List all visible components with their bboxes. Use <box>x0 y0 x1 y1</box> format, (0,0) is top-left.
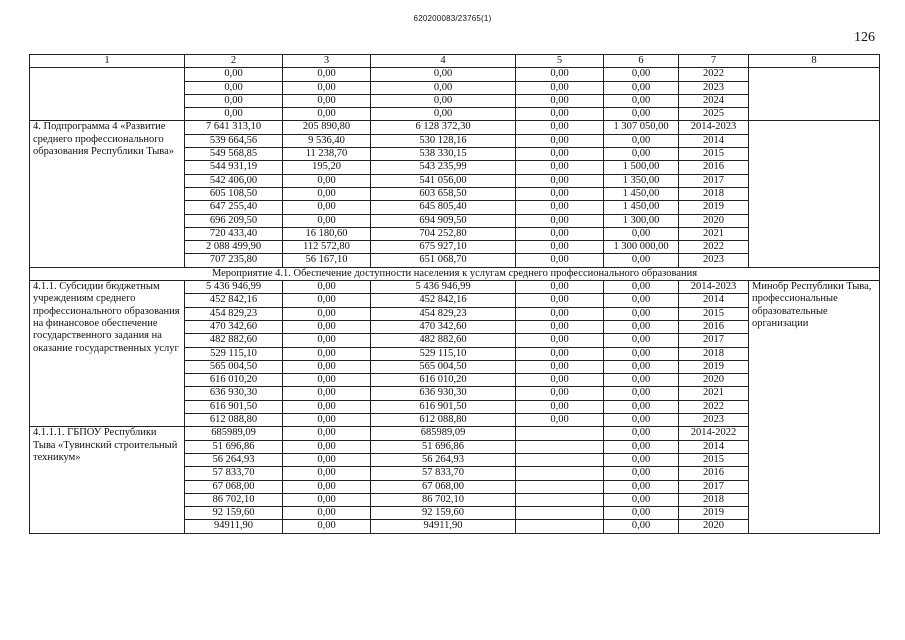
table-cell: 2019 <box>679 360 749 373</box>
table-cell: 707 235,80 <box>185 254 283 267</box>
table-cell: 0,00 <box>516 347 604 360</box>
table-cell: 2023 <box>679 414 749 427</box>
table-row <box>30 68 880 81</box>
table-cell: 0,00 <box>185 68 283 81</box>
table-cell: 565 004,50 <box>371 360 516 373</box>
table-cell: 0,00 <box>283 427 371 440</box>
table-cell: 0,00 <box>283 108 371 121</box>
table-cell: 2022 <box>679 68 749 81</box>
table-cell: 2014 <box>679 134 749 147</box>
budget-table <box>29 54 880 534</box>
table-cell: 0,00 <box>604 440 679 453</box>
table-cell: 67 068,00 <box>371 480 516 493</box>
table-cell: 0,00 <box>283 334 371 347</box>
table-cell <box>516 520 604 533</box>
table-cell: 482 882,60 <box>371 334 516 347</box>
table-cell: 0,00 <box>604 148 679 161</box>
table-cell: 470 342,60 <box>371 320 516 333</box>
table-cell: 0,00 <box>604 374 679 387</box>
table-cell: 454 829,23 <box>371 307 516 320</box>
table-cell: 0,00 <box>516 214 604 227</box>
table-cell: 0,00 <box>371 108 516 121</box>
table-cell: 603 658,50 <box>371 187 516 200</box>
table-cell <box>516 440 604 453</box>
table-cell: 0,00 <box>283 493 371 506</box>
table-cell: 0,00 <box>604 427 679 440</box>
table-cell: 0,00 <box>516 68 604 81</box>
table-cell: 0,00 <box>604 414 679 427</box>
table-cell: 0,00 <box>283 214 371 227</box>
table-cell: 0,00 <box>185 94 283 107</box>
table-cell <box>516 427 604 440</box>
table-cell: 2015 <box>679 307 749 320</box>
table-cell: 0,00 <box>604 334 679 347</box>
table-cell: 616 901,50 <box>185 400 283 413</box>
table-cell: 0,00 <box>604 254 679 267</box>
table-cell: 2014-2023 <box>679 121 749 134</box>
table-cell: 685989,09 <box>371 427 516 440</box>
table-cell: 0,00 <box>283 374 371 387</box>
table-cell: 0,00 <box>283 320 371 333</box>
table-cell: 94911,90 <box>185 520 283 533</box>
table-cell: 2020 <box>679 214 749 227</box>
table-cell: 529 115,10 <box>185 347 283 360</box>
table-cell: 56 264,93 <box>185 453 283 466</box>
table-cell: 0,00 <box>604 347 679 360</box>
table-cell: 1 450,00 <box>604 187 679 200</box>
document-id: 620200083/23765(1) <box>413 14 492 23</box>
table-cell: 0,00 <box>604 294 679 307</box>
table-cell: 0,00 <box>283 400 371 413</box>
table-cell: 0,00 <box>604 400 679 413</box>
table-cell: 0,00 <box>371 94 516 107</box>
table-cell: 0,00 <box>604 387 679 400</box>
table-cell: 0,00 <box>283 294 371 307</box>
table-cell: 0,00 <box>283 81 371 94</box>
table-cell: 5 436 946,99 <box>371 281 516 294</box>
table-cell: 2015 <box>679 453 749 466</box>
table-cell: 530 128,16 <box>371 134 516 147</box>
table-cell: 452 842,16 <box>371 294 516 307</box>
table-cell: 645 805,40 <box>371 201 516 214</box>
table-cell: 0,00 <box>604 307 679 320</box>
table-row <box>30 121 880 134</box>
table-cell: 0,00 <box>604 467 679 480</box>
table-cell: 86 702,10 <box>185 493 283 506</box>
table-cell: 0,00 <box>283 453 371 466</box>
table-cell: 529 115,10 <box>371 347 516 360</box>
table-cell: 685989,09 <box>185 427 283 440</box>
table-cell: 539 664,56 <box>185 134 283 147</box>
table-cell: 92 159,60 <box>185 507 283 520</box>
header-cell: 7 <box>679 55 749 68</box>
table-cell: 0,00 <box>283 68 371 81</box>
table-cell: 0,00 <box>516 387 604 400</box>
table-cell: 0,00 <box>283 281 371 294</box>
table-cell: 0,00 <box>604 281 679 294</box>
table-cell: 56 167,10 <box>283 254 371 267</box>
table-cell: 0,00 <box>283 347 371 360</box>
table-cell: 57 833,70 <box>185 467 283 480</box>
table-cell: 67 068,00 <box>185 480 283 493</box>
table-cell: 704 252,80 <box>371 227 516 240</box>
table-cell: 92 159,60 <box>371 507 516 520</box>
table-cell: 0,00 <box>604 81 679 94</box>
header-cell: 1 <box>30 55 185 68</box>
row-label: 4.1.1.1. ГБПОУ Республики Тыва «Тувинский строительный техникум» <box>30 427 185 533</box>
table-cell: 0,00 <box>371 68 516 81</box>
table-cell: 616 010,20 <box>185 374 283 387</box>
table-cell: 2018 <box>679 347 749 360</box>
table-cell: 0,00 <box>371 81 516 94</box>
table-cell: 0,00 <box>185 108 283 121</box>
table-cell: 0,00 <box>516 334 604 347</box>
table-cell: 16 180,60 <box>283 227 371 240</box>
table-cell: 651 068,70 <box>371 254 516 267</box>
table-cell: 0,00 <box>516 400 604 413</box>
table-cell: 0,00 <box>283 201 371 214</box>
table-cell: 470 342,60 <box>185 320 283 333</box>
table-cell: 2020 <box>679 374 749 387</box>
table-cell: 2019 <box>679 507 749 520</box>
table-cell: 1 350,00 <box>604 174 679 187</box>
table-cell: 0,00 <box>604 108 679 121</box>
table-cell: 2016 <box>679 320 749 333</box>
table-cell: 0,00 <box>516 108 604 121</box>
table-cell: 56 264,93 <box>371 453 516 466</box>
table-cell <box>516 507 604 520</box>
table-cell: 541 056,00 <box>371 174 516 187</box>
table-cell: 482 882,60 <box>185 334 283 347</box>
table-cell: 616 010,20 <box>371 374 516 387</box>
table-cell: 454 829,23 <box>185 307 283 320</box>
table-cell: 636 930,30 <box>185 387 283 400</box>
header-cell: 2 <box>185 55 283 68</box>
table-cell: 0,00 <box>283 187 371 200</box>
table-cell: 6 128 372,30 <box>371 121 516 134</box>
table-cell: 544 931,19 <box>185 161 283 174</box>
table-cell: 0,00 <box>604 520 679 533</box>
table-cell: 605 108,50 <box>185 187 283 200</box>
table-cell: 195,20 <box>283 161 371 174</box>
table-cell: 2017 <box>679 480 749 493</box>
table-cell: 549 568,85 <box>185 148 283 161</box>
table-cell: 2018 <box>679 493 749 506</box>
table-cell: 1 300,00 <box>604 214 679 227</box>
row-label: 4. Подпрограмма 4 «Развитие среднего профессионального образования Республики Тыва» <box>30 121 185 267</box>
executor-cell <box>749 121 880 267</box>
table-cell: 647 255,40 <box>185 201 283 214</box>
row-label <box>30 68 185 121</box>
table-cell: 205 890,80 <box>283 121 371 134</box>
table-cell: 2016 <box>679 467 749 480</box>
table-cell: 2021 <box>679 227 749 240</box>
table-cell: 0,00 <box>516 374 604 387</box>
table-cell: 0,00 <box>516 320 604 333</box>
table-cell: 0,00 <box>516 121 604 134</box>
table-cell: 636 930,30 <box>371 387 516 400</box>
table-cell: 2017 <box>679 334 749 347</box>
table-cell: 112 572,80 <box>283 241 371 254</box>
table-cell: 0,00 <box>283 480 371 493</box>
table-cell: 0,00 <box>604 320 679 333</box>
table-cell: 2014-2022 <box>679 427 749 440</box>
table-cell: 0,00 <box>283 467 371 480</box>
table-cell: 2 088 499,90 <box>185 241 283 254</box>
table-cell: 616 901,50 <box>371 400 516 413</box>
table-cell: 0,00 <box>283 94 371 107</box>
table-cell: 0,00 <box>604 507 679 520</box>
table-cell: 2019 <box>679 201 749 214</box>
table-cell: 696 209,50 <box>185 214 283 227</box>
table-cell: 2023 <box>679 254 749 267</box>
header-cell: 3 <box>283 55 371 68</box>
header-cell: 6 <box>604 55 679 68</box>
row-label: 4.1.1. Субсидии бюджетным учреждениям среднего профессионального образования на финансовое обеспечение государственного задания на оказание государственных услуг <box>30 281 185 427</box>
measure-title: Мероприятие 4.1. Обеспечение доступности населения к услугам среднего профессионального образования <box>30 267 880 280</box>
table-cell: 57 833,70 <box>371 467 516 480</box>
table-cell: 694 909,50 <box>371 214 516 227</box>
table-cell: 0,00 <box>604 453 679 466</box>
table-cell: 0,00 <box>516 174 604 187</box>
table-cell <box>516 467 604 480</box>
table-cell: 0,00 <box>516 360 604 373</box>
table-cell: 542 406,00 <box>185 174 283 187</box>
table-cell: 0,00 <box>283 440 371 453</box>
table-cell: 0,00 <box>516 148 604 161</box>
table-cell: 0,00 <box>516 281 604 294</box>
table-cell: 2020 <box>679 520 749 533</box>
table-cell: 0,00 <box>516 134 604 147</box>
table-cell: 0,00 <box>283 507 371 520</box>
table-cell: 0,00 <box>604 227 679 240</box>
table-cell: 0,00 <box>283 387 371 400</box>
header-row <box>30 55 880 68</box>
table-cell: 0,00 <box>516 307 604 320</box>
table-cell: 9 536,40 <box>283 134 371 147</box>
table-cell: 2022 <box>679 241 749 254</box>
table-cell: 612 088,80 <box>371 414 516 427</box>
table-cell: 0,00 <box>516 161 604 174</box>
table-cell: 0,00 <box>604 134 679 147</box>
table-cell: 51 696,86 <box>371 440 516 453</box>
header-cell: 5 <box>516 55 604 68</box>
table-cell: 2016 <box>679 161 749 174</box>
header-cell: 4 <box>371 55 516 68</box>
table-cell <box>516 493 604 506</box>
table-cell: 0,00 <box>516 241 604 254</box>
table-cell: 0,00 <box>516 94 604 107</box>
table-cell: 2022 <box>679 400 749 413</box>
header-cell: 8 <box>749 55 880 68</box>
table-cell: 2014 <box>679 440 749 453</box>
table-cell: 0,00 <box>516 201 604 214</box>
table-cell: 612 088,80 <box>185 414 283 427</box>
table-cell: 2014-2023 <box>679 281 749 294</box>
table-cell: 0,00 <box>604 68 679 81</box>
table-cell: 0,00 <box>185 81 283 94</box>
table-cell: 2023 <box>679 81 749 94</box>
table-cell: 0,00 <box>283 307 371 320</box>
table-cell: 7 641 313,10 <box>185 121 283 134</box>
table-cell: 2021 <box>679 387 749 400</box>
table-cell: 2018 <box>679 187 749 200</box>
table-cell <box>516 480 604 493</box>
table-cell: 0,00 <box>283 174 371 187</box>
table-cell: 94911,90 <box>371 520 516 533</box>
table-cell: 2024 <box>679 94 749 107</box>
table-cell: 2017 <box>679 174 749 187</box>
table-cell: 0,00 <box>283 520 371 533</box>
table-cell: 1 450,00 <box>604 201 679 214</box>
page-number: 126 <box>854 30 875 45</box>
table-cell: 86 702,10 <box>371 493 516 506</box>
executor-cell <box>749 68 880 121</box>
executor-cell: Минобр Республики Тыва, профессиональные образовательные организации <box>749 281 880 534</box>
table-cell <box>516 453 604 466</box>
table-cell: 0,00 <box>604 360 679 373</box>
table-cell: 0,00 <box>516 294 604 307</box>
table-cell: 0,00 <box>283 414 371 427</box>
table-cell: 0,00 <box>283 360 371 373</box>
table-cell: 1 500,00 <box>604 161 679 174</box>
table-cell: 0,00 <box>516 254 604 267</box>
table-cell: 0,00 <box>516 187 604 200</box>
table-cell: 543 235,99 <box>371 161 516 174</box>
table-cell: 1 307 050,00 <box>604 121 679 134</box>
table-cell: 565 004,50 <box>185 360 283 373</box>
table-cell: 0,00 <box>604 480 679 493</box>
table-cell: 675 927,10 <box>371 241 516 254</box>
table-cell: 0,00 <box>516 227 604 240</box>
table-cell: 0,00 <box>604 94 679 107</box>
table-cell: 720 433,40 <box>185 227 283 240</box>
table-cell: 1 300 000,00 <box>604 241 679 254</box>
table-cell: 0,00 <box>604 493 679 506</box>
table-cell: 2015 <box>679 148 749 161</box>
table-cell: 452 842,16 <box>185 294 283 307</box>
measure-row <box>30 267 880 280</box>
table-cell: 51 696,86 <box>185 440 283 453</box>
table-row <box>30 281 880 294</box>
table-cell: 538 330,15 <box>371 148 516 161</box>
table-cell: 5 436 946,99 <box>185 281 283 294</box>
table-cell: 2014 <box>679 294 749 307</box>
table-cell: 11 238,70 <box>283 148 371 161</box>
table-cell: 2025 <box>679 108 749 121</box>
table-cell: 0,00 <box>516 81 604 94</box>
table-cell: 0,00 <box>516 414 604 427</box>
